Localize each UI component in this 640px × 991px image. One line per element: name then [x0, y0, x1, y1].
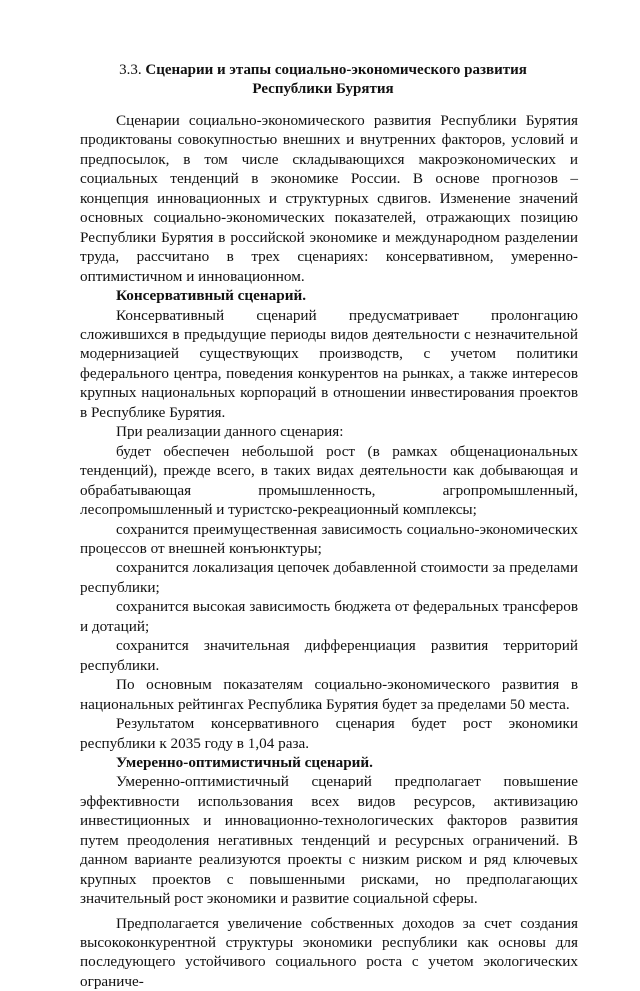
section-title-line-1: Сценарии и этапы социально-экономического развития	[145, 62, 527, 78]
paragraph-ratings: По основным показателям социально-экономического развития в национальных рейтингах Республика Бурятия будет за пределами 50 места.	[80, 676, 578, 713]
list-item-value-chain: сохранится локализация цепочек добавленной стоимости за пределами республики;	[80, 559, 578, 596]
section-number: 3.3.	[119, 62, 142, 78]
list-item-territorial-differentiation: сохранится значительная дифференциация развития территорий республики.	[80, 637, 578, 674]
paragraph-implementation-lead: При реализации данного сценария:	[116, 423, 344, 441]
paragraph-intro: Сценарии социально-экономического развития Республики Бурятия продиктованы совокупностью внешних и внутренних факторов, условий и предпосылок, в том числе складывающихся макроэкономических и социальных тенденций в экономике России. В основе прогнозов – концепция инновационных и структурных сдвигов. Изменение значений основных социально-экономических показателей, отражающих позицию Республики Бурятия в российской экономике и международном разделении труда, рассчитано в трех сценариях: консервативном, умеренно-оптимистичном и инновационном.	[80, 112, 578, 285]
document-body	[80, 111, 578, 991]
list-item-budget-dependence: сохранится высокая зависимость бюджета от федеральных трансферов и дотаций;	[80, 598, 578, 635]
list-item-growth: будет обеспечен небольшой рост (в рамках общенациональных тенденций), прежде всего, в таких видах деятельности как добывающая и обрабатывающая промышленность, агропромышленный, лесопромышленный и туристско-рекреационный комплексы;	[80, 442, 578, 519]
subheading-moderate-optimistic: Умеренно-оптимистичный сценарий.	[116, 753, 373, 771]
paragraph-income-growth: Предполагается увеличение собственных доходов за счет создания высококонкурентной структуры экономики республики как основы для последующего устойчивого социального роста с учетом экологических ограниче-	[80, 914, 578, 990]
list-item-external-dependence: сохранится преимущественная зависимость социально-экономических процессов от внешней конъюнктуры;	[80, 520, 578, 557]
section-heading-line-1	[80, 61, 566, 80]
paragraph-moderate-description: Умеренно-оптимистичный сценарий предполагает повышение эффективности использования всех видов ресурсов, активизацию инвестиционных и инновационно-технологических факторов развития путем преодоления негативных тенденций и ресурсных ограничений. В данном варианте реализуются проекты с низким риском и ряд ключевых крупных проектов с повышенными рисками, но предполагающих значительный рост экономики и развитие социальной сферы.	[80, 773, 578, 908]
section-heading	[80, 61, 566, 99]
paragraph-conservative-result: Результатом консервативного сценария будет рост экономики республики к 2035 году в 1,04 раза.	[80, 715, 578, 752]
paragraph-conservative-description: Консервативный сценарий предусматривает пролонгацию сложившихся в предыдущие периоды видов деятельности с незначительной модернизацией существующих производств, с учетом политики федерального центра, поведения конкурентов на рынках, а также интересов крупных национальных корпораций в отношении инвестирования проектов в Республике Бурятия.	[80, 306, 578, 421]
subheading-conservative: Консервативный сценарий.	[116, 287, 307, 305]
section-title-line-2: Республики Бурятия	[252, 81, 394, 97]
